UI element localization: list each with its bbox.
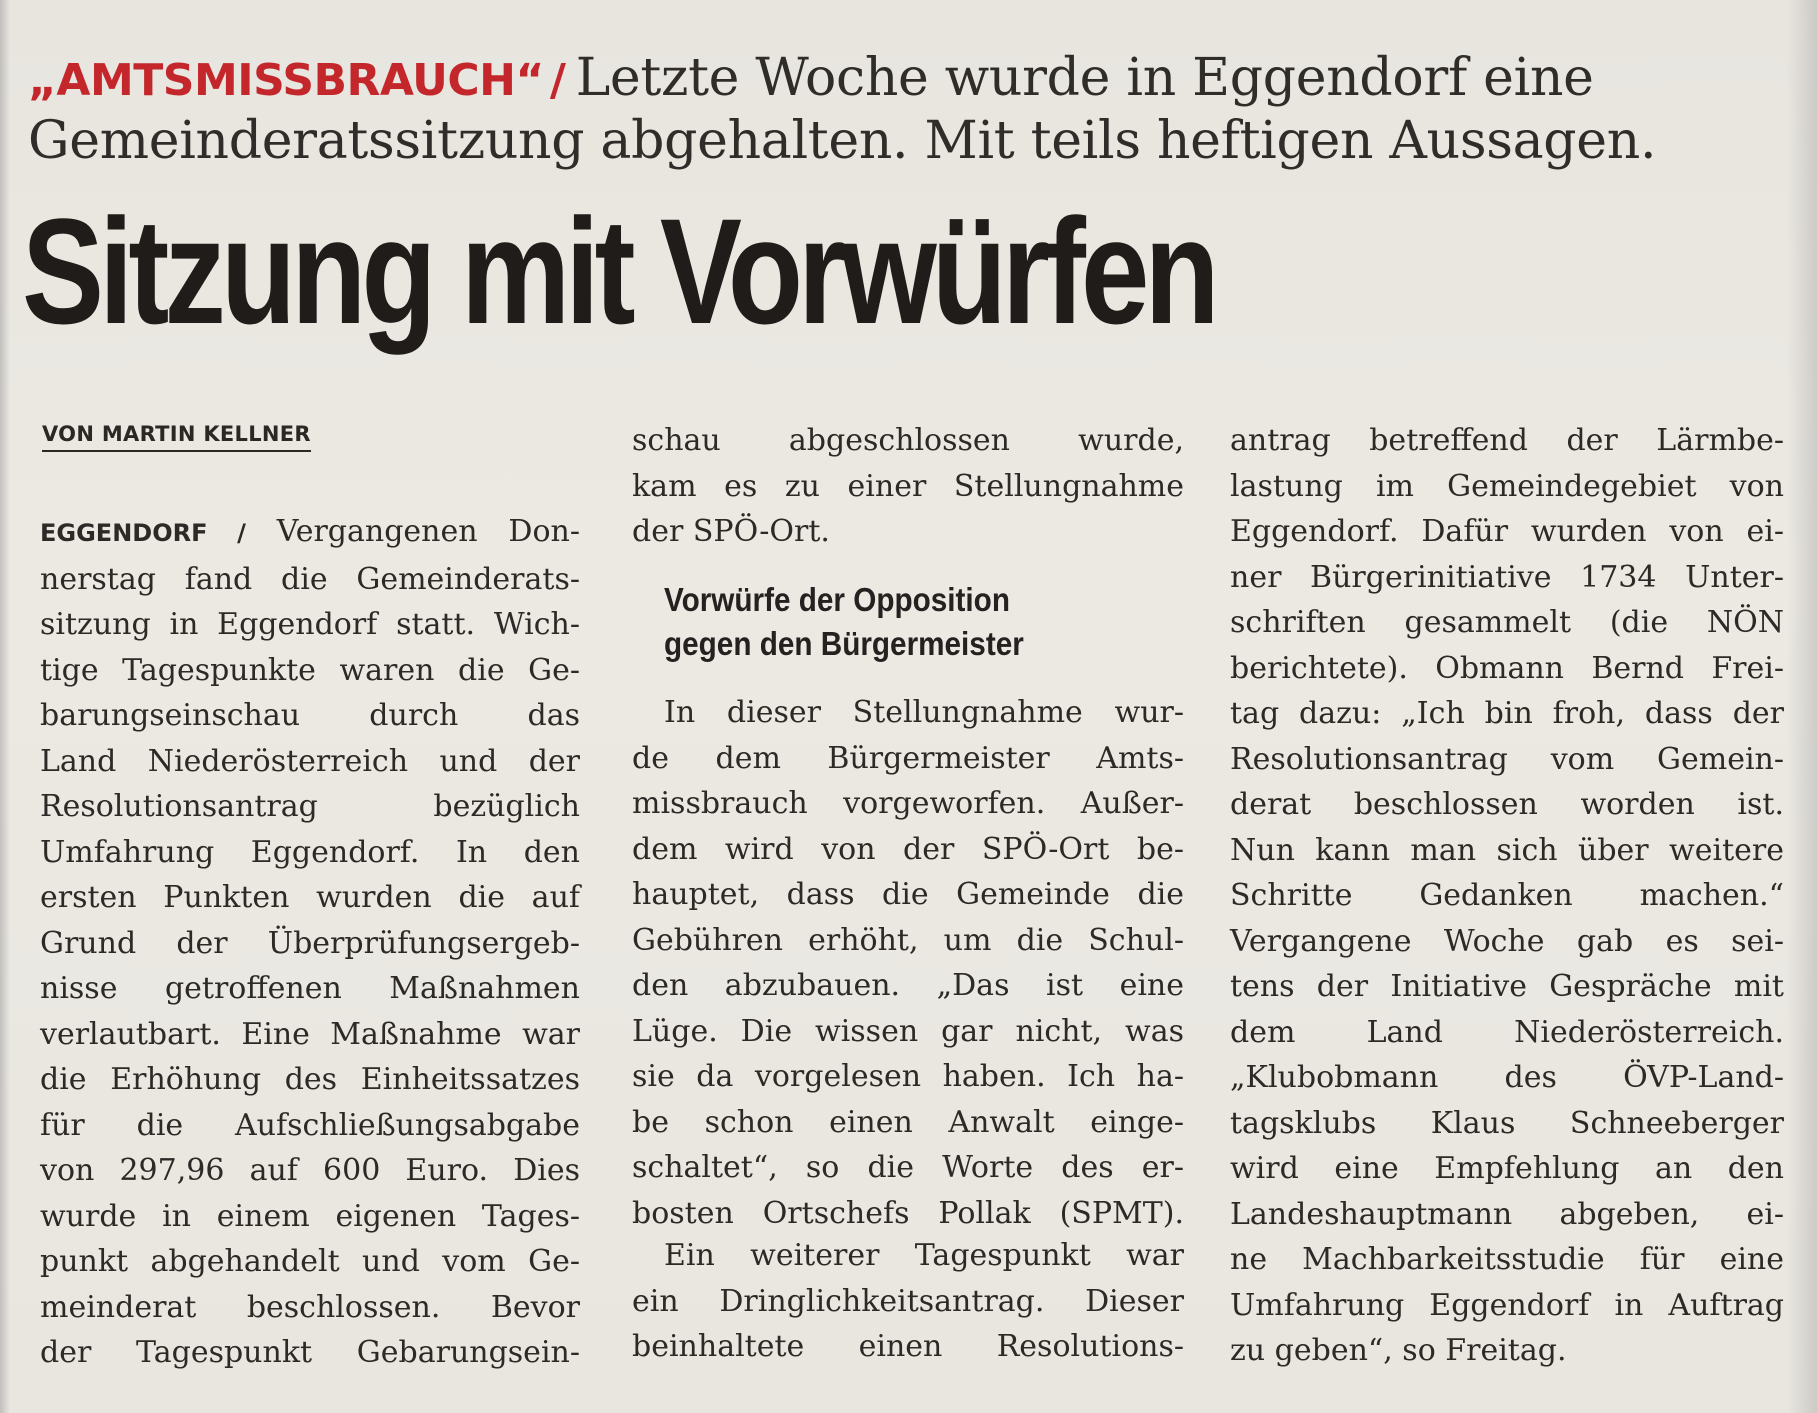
- column-2-line: ein Dringlichkeitsantrag. Dieser: [632, 1283, 1184, 1319]
- column-3-line: ne Machbarkeitsstudie für eine: [1230, 1242, 1784, 1277]
- column-1-line: ersten Punkten wurden die auf: [40, 880, 580, 915]
- column-3-line: zu geben“, so Freitag.: [1230, 1333, 1567, 1368]
- column-1-line: der Tagespunkt Gebarungsein-: [40, 1335, 580, 1370]
- column-1-line: Resolutionsantrag bezüglich: [40, 789, 580, 824]
- article-headline: Sitzung mit Vorwürfen: [22, 187, 1215, 355]
- column-2-line: der SPÖ-Ort.: [632, 514, 830, 549]
- column-2-line: beinhaltete einen Resolutions-: [632, 1329, 1184, 1364]
- article-kicker: [28, 48, 1788, 171]
- column-3-line: Umfahrung Eggendorf in Auftrag: [1230, 1287, 1784, 1323]
- column-1-line: Grund der Überprüfungsergeb-: [40, 925, 580, 961]
- column-3-line: ner Bürgerinitiative 1734 Unter-: [1230, 559, 1784, 595]
- column-3-line: „Klubobmann des ÖVP-Land-: [1230, 1060, 1784, 1095]
- column-1-line: für die Aufschließungsabgabe: [40, 1107, 580, 1143]
- column-2-line: kam es zu einer Stellungnahme: [632, 468, 1184, 504]
- subhead-line-1: Vorwürfe der Opposition: [664, 581, 1010, 618]
- column-3-line: antrag betreffend der Lärmbe-: [1230, 423, 1784, 458]
- column-2-line: hauptet, dass die Gemeinde die: [632, 877, 1184, 912]
- article-column-1: [40, 509, 580, 1376]
- column-1-line: Umfahrung Eggendorf. In den: [40, 834, 580, 870]
- column-1-line: meinderat beschlossen. Bevor: [40, 1289, 580, 1325]
- column-2-line: Lüge. Die wissen gar nicht, was: [632, 1013, 1184, 1049]
- column-3-line: tag dazu: „Ich bin froh, dass der: [1230, 696, 1784, 731]
- column-1-line: von 297,96 auf 600 Euro. Dies: [40, 1153, 580, 1188]
- column-1-line-1: EGGENDORF / Vergangenen Don-: [40, 514, 580, 549]
- column-3-line: Eggendorf. Dafür wurden von ei-: [1230, 514, 1784, 549]
- page-edge-shadow-right: [1787, 0, 1817, 1413]
- column-3-line: Landeshauptmann abgeben, ei-: [1230, 1196, 1784, 1232]
- article-subhead: [664, 578, 1024, 666]
- column-3-line: Nun kann man sich über weitere: [1230, 832, 1784, 868]
- column-3-line: lastung im Gemeindegebiet von: [1230, 468, 1784, 504]
- column-1-line: die Erhöhung des Einheitssatzes: [40, 1062, 580, 1097]
- column-3-line: dem Land Niederösterreich.: [1230, 1014, 1784, 1050]
- column-2-line: missbrauch vorgeworfen. Außer-: [632, 786, 1184, 821]
- subhead-line-2: gegen den Bürgermeister: [664, 625, 1024, 662]
- article-column-2: [632, 418, 1184, 555]
- column-3-line: tagsklubs Klaus Schneeberger: [1230, 1105, 1784, 1141]
- column-2-line: Gebühren erhöht, um die Schul-: [632, 922, 1184, 958]
- kicker-topic: „AMTSMISSBRAUCH“: [28, 55, 544, 106]
- column-1-line: verlautbart. Eine Maßnahme war: [40, 1016, 580, 1052]
- page-edge-shadow-left: [0, 0, 10, 1413]
- article-dateline: EGGENDORF /: [40, 519, 246, 547]
- article-column-2-paragraph-3: [632, 1233, 1184, 1370]
- column-2-line: de dem Bürgermeister Amts-: [632, 740, 1184, 776]
- column-3-line: schriften gesammelt (die NÖN: [1230, 605, 1784, 640]
- kicker-separator: /: [549, 55, 566, 106]
- column-1-line: barungseinschau durch das: [40, 698, 580, 733]
- kicker-text: Letzte Woche wurde in Eggendorf eine Gemeinderatssitzung abgehalten. Mit teils heftigen Aussagen.: [28, 48, 1657, 171]
- column-1-line: wurde in einem eigenen Tages-: [40, 1198, 580, 1234]
- column-3-line: berichtete). Obmann Bernd Frei-: [1230, 650, 1784, 686]
- column-2-line: schau abgeschlossen wurde,: [632, 423, 1184, 458]
- column-2-line: Ein weiterer Tagespunkt war: [664, 1238, 1184, 1273]
- column-1-line: sitzung in Eggendorf statt. Wich-: [40, 607, 580, 642]
- column-3-line: wird eine Empfehlung an den: [1230, 1151, 1784, 1186]
- article-byline: VON MARTIN KELLNER: [42, 422, 311, 452]
- column-2-line: den abzubauen. „Das ist eine: [632, 968, 1184, 1003]
- column-2-line: schaltet“, so die Worte des er-: [632, 1150, 1184, 1185]
- column-3-line: Schritte Gedanken machen.“: [1230, 878, 1784, 913]
- column-1-line: tige Tagespunkte waren die Ge-: [40, 652, 580, 688]
- column-1-line: nisse getroffenen Maßnahmen: [40, 971, 580, 1006]
- column-1-line: punkt abgehandelt und vom Ge-: [40, 1244, 580, 1279]
- article-column-3: [1230, 418, 1784, 1374]
- column-2-line: bosten Ortschefs Pollak (SPMT).: [632, 1195, 1184, 1231]
- column-2-line: be schon einen Anwalt einge-: [632, 1104, 1184, 1140]
- column-2-line: In dieser Stellungnahme wur-: [664, 695, 1184, 730]
- column-1-line: Land Niederösterreich und der: [40, 743, 580, 779]
- article-column-2-paragraph-2: [632, 690, 1184, 1236]
- column-2-line: sie da vorgelesen haben. Ich ha-: [632, 1059, 1184, 1094]
- column-3-line: tens der Initiative Gespräche mit: [1230, 969, 1784, 1004]
- column-2-line: dem wird von der SPÖ-Ort be-: [632, 831, 1184, 867]
- column-3-line: Vergangene Woche gab es sei-: [1230, 923, 1784, 959]
- column-1-line: nerstag fand die Gemeinderats-: [40, 561, 580, 597]
- column-3-line: derat beschlossen worden ist.: [1230, 787, 1784, 822]
- column-3-line: Resolutionsantrag vom Gemein-: [1230, 741, 1784, 777]
